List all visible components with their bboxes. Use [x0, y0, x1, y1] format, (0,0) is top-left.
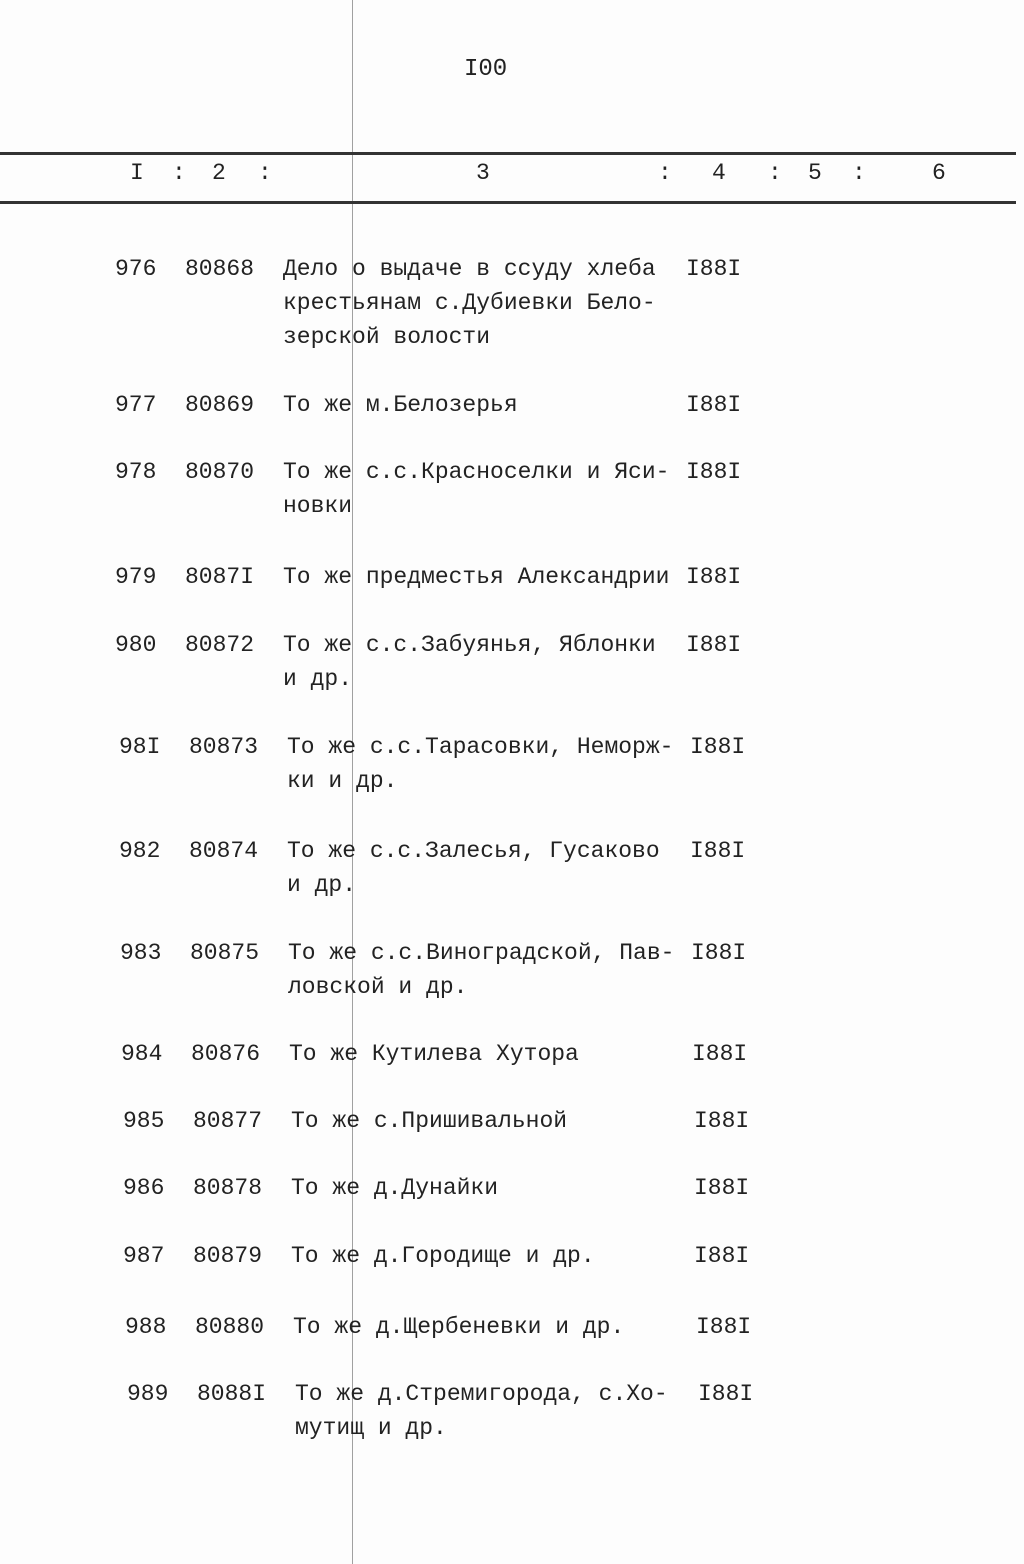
header-separator: :	[852, 160, 866, 186]
file-code: 80869	[185, 392, 255, 418]
file-year: I88I	[690, 734, 746, 760]
file-code: 80870	[185, 459, 255, 485]
file-title: То же с.с.Тарасовки, Неморж- ки и др.	[287, 734, 674, 794]
item-number: 984	[121, 1041, 163, 1067]
file-year: I88I	[694, 1108, 750, 1134]
item-number: 979	[115, 564, 157, 590]
file-code: 80875	[190, 940, 260, 966]
file-title: То же Кутилева Хутора	[289, 1041, 579, 1067]
file-code: 80880	[195, 1314, 265, 1340]
header-separator: :	[658, 160, 672, 186]
page-number: I00	[464, 56, 508, 83]
file-code: 80868	[185, 256, 255, 282]
file-year: I88I	[692, 1041, 748, 1067]
item-number: 983	[120, 940, 162, 966]
item-number: 980	[115, 632, 157, 658]
file-year: I88I	[694, 1243, 750, 1269]
header-bottom-rule	[0, 201, 1016, 204]
header-col: I	[130, 160, 144, 186]
item-number: 985	[123, 1108, 165, 1134]
file-year: I88I	[696, 1314, 752, 1340]
file-code: 80876	[191, 1041, 261, 1067]
file-year: I88I	[691, 940, 747, 966]
file-code: 80874	[189, 838, 259, 864]
item-number: 988	[125, 1314, 167, 1340]
header-separator: :	[172, 160, 186, 186]
header-separator: :	[768, 160, 782, 186]
file-title: То же д.Стремигорода, с.Хо- мутищ и др.	[295, 1381, 668, 1441]
file-code: 80878	[193, 1175, 263, 1201]
file-year: I88I	[686, 459, 742, 485]
file-title: То же с.Пришивальной	[291, 1108, 568, 1134]
item-number: 98I	[119, 734, 161, 760]
file-code: 80879	[193, 1243, 263, 1269]
header-separator: :	[258, 160, 272, 186]
file-year: I88I	[686, 392, 742, 418]
header-col: 6	[932, 160, 946, 186]
file-title: То же с.с.Красноселки и Яси- новки	[283, 459, 670, 519]
file-title: То же с.с.Забуянья, Яблонки и др.	[283, 632, 656, 692]
file-code: 80873	[189, 734, 259, 760]
item-number: 977	[115, 392, 157, 418]
file-code: 80877	[193, 1108, 263, 1134]
file-title: То же предместья Александрии	[283, 564, 670, 590]
file-year: I88I	[694, 1175, 750, 1201]
header-top-rule	[0, 152, 1016, 155]
item-number: 987	[123, 1243, 165, 1269]
file-code: 80872	[185, 632, 255, 658]
item-number: 976	[115, 256, 157, 282]
file-year: I88I	[698, 1381, 754, 1407]
file-title: То же д.Городище и др.	[291, 1243, 595, 1269]
file-year: I88I	[686, 564, 742, 590]
file-year: I88I	[686, 632, 742, 658]
file-year: I88I	[690, 838, 746, 864]
file-title: То же с.с.Виноградской, Пав- ловской и др.	[288, 940, 675, 1000]
file-title: Дело о выдаче в ссуду хлеба крестьянам с.Дубиевки Бело- зерской волости	[283, 256, 656, 350]
header-col: 4	[712, 160, 726, 186]
header-col: 5	[808, 160, 822, 186]
item-number: 978	[115, 459, 157, 485]
header-col: 3	[476, 160, 490, 186]
file-title: То же с.с.Залесья, Гусаково и др.	[287, 838, 660, 898]
file-code: 8088I	[197, 1381, 267, 1407]
file-title: То же м.Белозерья	[283, 392, 518, 418]
item-number: 986	[123, 1175, 165, 1201]
header-col: 2	[212, 160, 226, 186]
file-title: То же д.Дунайки	[291, 1175, 499, 1201]
file-code: 8087I	[185, 564, 255, 590]
file-year: I88I	[686, 256, 742, 282]
file-title: То же д.Щербеневки и др.	[293, 1314, 625, 1340]
item-number: 989	[127, 1381, 169, 1407]
item-number: 982	[119, 838, 161, 864]
